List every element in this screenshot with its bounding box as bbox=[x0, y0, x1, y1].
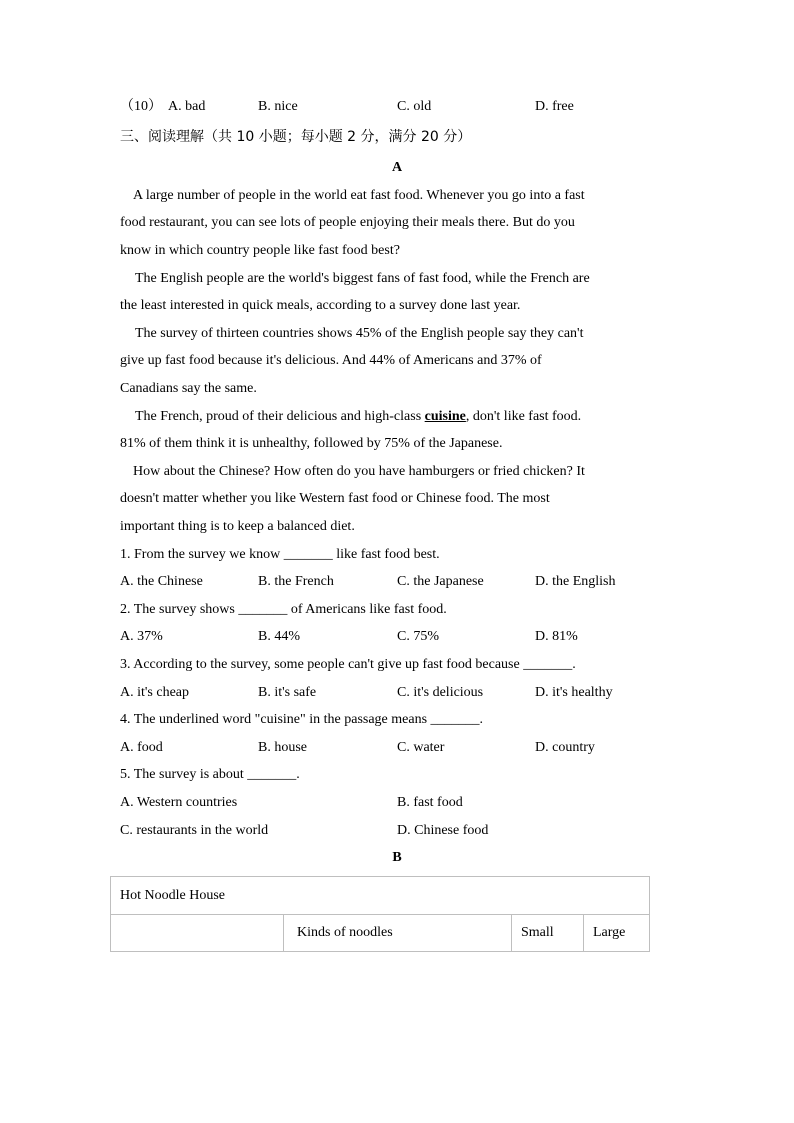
passage-a-line: the least interested in quick meals, according to a survey done last year. bbox=[120, 298, 521, 313]
table-empty-cell bbox=[111, 915, 284, 952]
passage-a-line: doesn't matter whether you like Western fast food or Chinese food. The most bbox=[120, 491, 550, 506]
question-stem: 3. According to the survey, some people can't give up fast food because _______. bbox=[120, 657, 576, 672]
passage-a-line: How about the Chinese? How often do you have hamburgers or fried chicken? It bbox=[133, 464, 585, 479]
table-header-small: Small bbox=[512, 915, 584, 952]
option-d: D. it's healthy bbox=[535, 685, 613, 700]
option-d: D. 81% bbox=[535, 629, 578, 644]
table-header-large: Large bbox=[584, 915, 650, 952]
text-segment: , don't like fast food. bbox=[465, 409, 582, 424]
q10-option-d: D. free bbox=[535, 99, 574, 114]
passage-a-line: The English people are the world's biggest fans of fast food, while the French are bbox=[135, 271, 590, 286]
option-c: C. 75% bbox=[397, 629, 439, 644]
table-row bbox=[111, 915, 650, 952]
option-c: C. water bbox=[397, 740, 445, 755]
section-heading: 三、阅读理解（共 10 小题；每小题 2 分，满分 20 分） bbox=[120, 129, 472, 145]
passage-a-line: important thing is to keep a balanced diet. bbox=[120, 519, 355, 534]
option-c: C. it's delicious bbox=[397, 685, 484, 700]
table-title-cell: Hot Noodle House bbox=[111, 877, 650, 915]
option-a: A. the Chinese bbox=[120, 574, 203, 589]
passage-a-line: The survey of thirteen countries shows 45% of the English people say they can't bbox=[135, 326, 584, 341]
option-c: C. the Japanese bbox=[397, 574, 484, 589]
text-segment: The French, proud of their delicious and high-class bbox=[135, 409, 425, 424]
question-stem: 1. From the survey we know _______ like fast food best. bbox=[120, 547, 440, 562]
underlined-word-cuisine: cuisine bbox=[424, 409, 466, 424]
option-d: D. the English bbox=[535, 574, 616, 589]
passage-a-line: 81% of them think it is unhealthy, followed by 75% of the Japanese. bbox=[120, 436, 503, 451]
option-b: B. 44% bbox=[258, 629, 300, 644]
option-b: B. house bbox=[258, 740, 307, 755]
q10-option-b: B. nice bbox=[258, 99, 298, 114]
option-a: A. food bbox=[120, 740, 163, 755]
option-b: B. the French bbox=[258, 574, 334, 589]
option-d: D. country bbox=[535, 740, 595, 755]
table-header-kinds: Kinds of noodles bbox=[284, 915, 512, 952]
passage-b-label: B bbox=[392, 850, 402, 865]
passage-a-line: give up fast food because it's delicious. And 44% of Americans and 37% of bbox=[120, 353, 542, 368]
q10-option-a: A. bad bbox=[168, 99, 206, 114]
option-a: A. Western countries bbox=[120, 795, 238, 810]
option-b: B. fast food bbox=[397, 795, 463, 810]
option-d: D. Chinese food bbox=[397, 823, 489, 838]
passage-a-line: food restaurant, you can see lots of people enjoying their meals there. But do you bbox=[120, 215, 575, 230]
passage-a-line: A large number of people in the world eat fast food. Whenever you go into a fast bbox=[133, 188, 585, 203]
noodle-menu-table bbox=[110, 876, 650, 952]
table-row bbox=[111, 877, 650, 915]
question-stem: 4. The underlined word "cuisine" in the passage means _______. bbox=[120, 712, 484, 727]
question-stem: 2. The survey shows _______ of Americans like fast food. bbox=[120, 602, 447, 617]
question-stem: 5. The survey is about _______. bbox=[120, 767, 300, 782]
passage-a-line: know in which country people like fast food best? bbox=[120, 243, 400, 258]
option-c: C. restaurants in the world bbox=[120, 823, 269, 838]
option-a: A. 37% bbox=[120, 629, 163, 644]
passage-a-label: A bbox=[391, 160, 403, 175]
passage-a-line-cuisine bbox=[135, 408, 581, 426]
q10-option-c: C. old bbox=[397, 99, 432, 114]
passage-a-line: Canadians say the same. bbox=[120, 381, 257, 396]
q10-number: （10） bbox=[120, 99, 162, 114]
option-b: B. it's safe bbox=[258, 685, 317, 700]
option-a: A. it's cheap bbox=[120, 685, 190, 700]
